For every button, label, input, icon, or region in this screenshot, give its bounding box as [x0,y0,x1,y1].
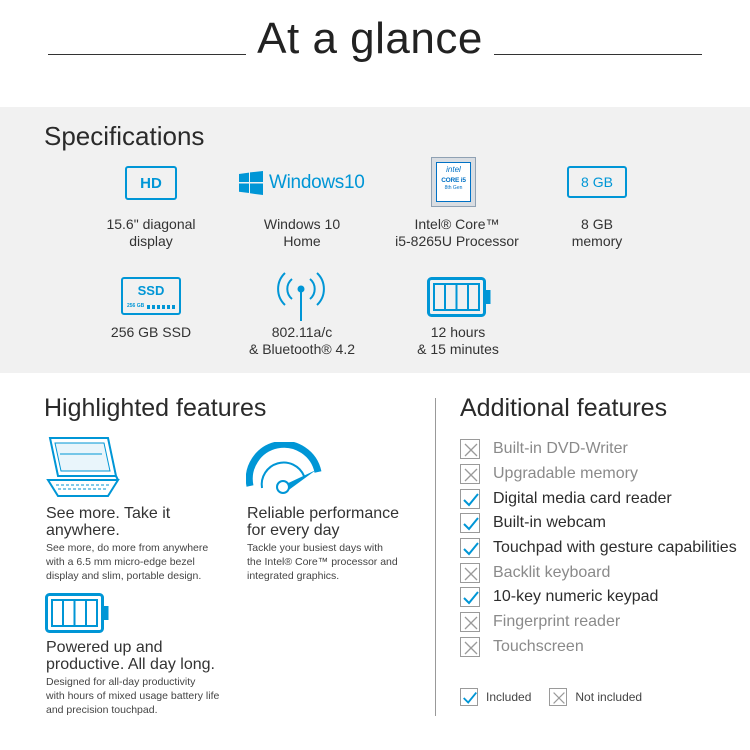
ssd-icon [121,277,181,315]
battery-feature-icon [45,593,109,638]
feature-desc-line: the Intel® Core™ processor and [247,556,398,568]
page-title: At a glance [257,14,483,63]
spec-wireless [222,324,382,358]
feature-list-item [460,486,737,511]
feature-list-label: Built-in DVD-Writer [493,440,628,458]
feature-list-item [460,536,737,561]
feature-description [46,541,226,583]
x-mark-icon [460,612,480,632]
feature-list-item [460,437,737,462]
feature-title-line: for every day [247,522,340,539]
feature-desc-line: Designed for all-day productivity [46,676,196,688]
feature-desc-line: See more, do more from anywhere [46,542,209,554]
feature-title-line: Reliable performance [247,505,400,522]
feature-description [46,675,246,717]
feature-desc-line: with hours of mixed usage battery life [46,690,220,702]
spec-line-2: i5-8265U Processor [395,233,519,249]
feature-desc-line: Tackle your busiest days with [247,542,383,554]
feature-list-label: Backlit keyboard [493,563,611,581]
spec-os [222,216,382,250]
specifications-heading: Specifications [44,121,205,151]
check-icon [460,587,480,607]
feature-title-line: See more. Take it [46,505,171,522]
feature-list-label: 10-key numeric keypad [493,588,659,606]
spec-storage [71,324,231,341]
check-icon [460,513,480,533]
feature-desc-line: display and slim, portable design. [46,570,202,582]
spec-line-1: Windows 10 [263,216,341,232]
legend-not-included-label: Not included [575,690,643,704]
feature-battery-life [46,639,246,717]
feature-list-item [460,585,737,610]
feature-list-item [460,610,737,635]
memory-icon-label: 8 GB [567,166,627,198]
check-icon [460,688,478,706]
additional-features-list [460,437,737,659]
ssd-icon-sublabel: 256 GB [127,303,145,309]
feature-description [247,541,427,583]
x-mark-icon [549,688,567,706]
additional-features-heading: Additional features [460,394,668,422]
feature-list-label: Built-in webcam [493,514,606,532]
x-mark-icon [460,464,480,484]
feature-title-line: Powered up and [46,639,163,656]
feature-list-label: Touchscreen [493,637,584,655]
legend-included-label: Included [486,690,532,704]
spec-line-1: 256 GB SSD [110,324,192,340]
spec-line-2: display [129,233,173,249]
intel-badge-model: CORE i5 [441,177,466,184]
spec-line-1: Intel® Core™ [414,216,500,232]
feature-title [247,505,427,539]
title-rule-left [48,54,246,55]
windows-flag-icon [239,171,263,195]
x-mark-icon [460,439,480,459]
spec-line-1: 802.11a/c [271,324,333,340]
feature-title-line: productive. All day long. [46,656,215,673]
feature-see-more [46,505,226,583]
spec-processor [377,216,537,250]
x-mark-icon [460,637,480,657]
hd-display-icon [125,166,177,200]
laptop-display-icon [46,436,126,505]
spec-battery [378,324,538,358]
title-rule-right [494,54,702,55]
spec-line-1: 8 GB [581,216,613,232]
intel-core-i5-badge-icon [431,157,476,207]
feature-list-item [460,511,737,536]
memory-icon [567,166,627,198]
spec-line-2: & Bluetooth® 4.2 [248,341,356,357]
spec-line-2: Home [283,233,321,249]
intel-badge-gen: 8th Gen [444,185,463,191]
wireless-antenna-icon [271,265,331,326]
feature-desc-line: integrated graphics. [247,570,340,582]
feature-title [46,639,246,673]
feature-list-label: Fingerprint reader [493,613,621,631]
legend [460,688,642,706]
feature-title-line: anywhere. [46,522,120,539]
windows-logo-icon [239,171,365,195]
feature-performance [247,505,427,583]
ssd-icon-label: SSD [137,283,165,298]
feature-desc-line: with a 6.5 mm micro-edge bezel [46,556,195,568]
hd-icon-label: HD [125,166,177,200]
feature-list-item [460,462,737,487]
spec-line-1: 12 hours [430,324,486,340]
header [0,0,750,100]
x-mark-icon [460,563,480,583]
feature-list-label: Touchpad with gesture capabilities [493,539,737,557]
feature-list-label: Digital media card reader [493,489,672,507]
battery-icon [427,277,491,322]
spec-display [71,216,231,250]
feature-list-item [460,635,737,660]
speedometer-icon [246,442,326,503]
intel-badge-brand: intel [446,165,461,174]
windows-logo-text: Windows10 [269,172,365,193]
spec-memory [517,216,677,250]
check-icon [460,538,480,558]
spec-line-2: & 15 minutes [417,341,499,357]
feature-desc-line: and precision touchpad. [46,704,158,716]
feature-list-label: Upgradable memory [493,465,638,483]
section-divider [435,398,436,716]
spec-line-2: memory [571,233,623,249]
spec-line-1: 15.6" diagonal [106,216,196,232]
feature-title [46,505,226,539]
highlighted-features-heading: Highlighted features [44,394,267,422]
check-icon [460,489,480,509]
feature-list-item [460,560,737,585]
specifications-section [0,107,750,373]
